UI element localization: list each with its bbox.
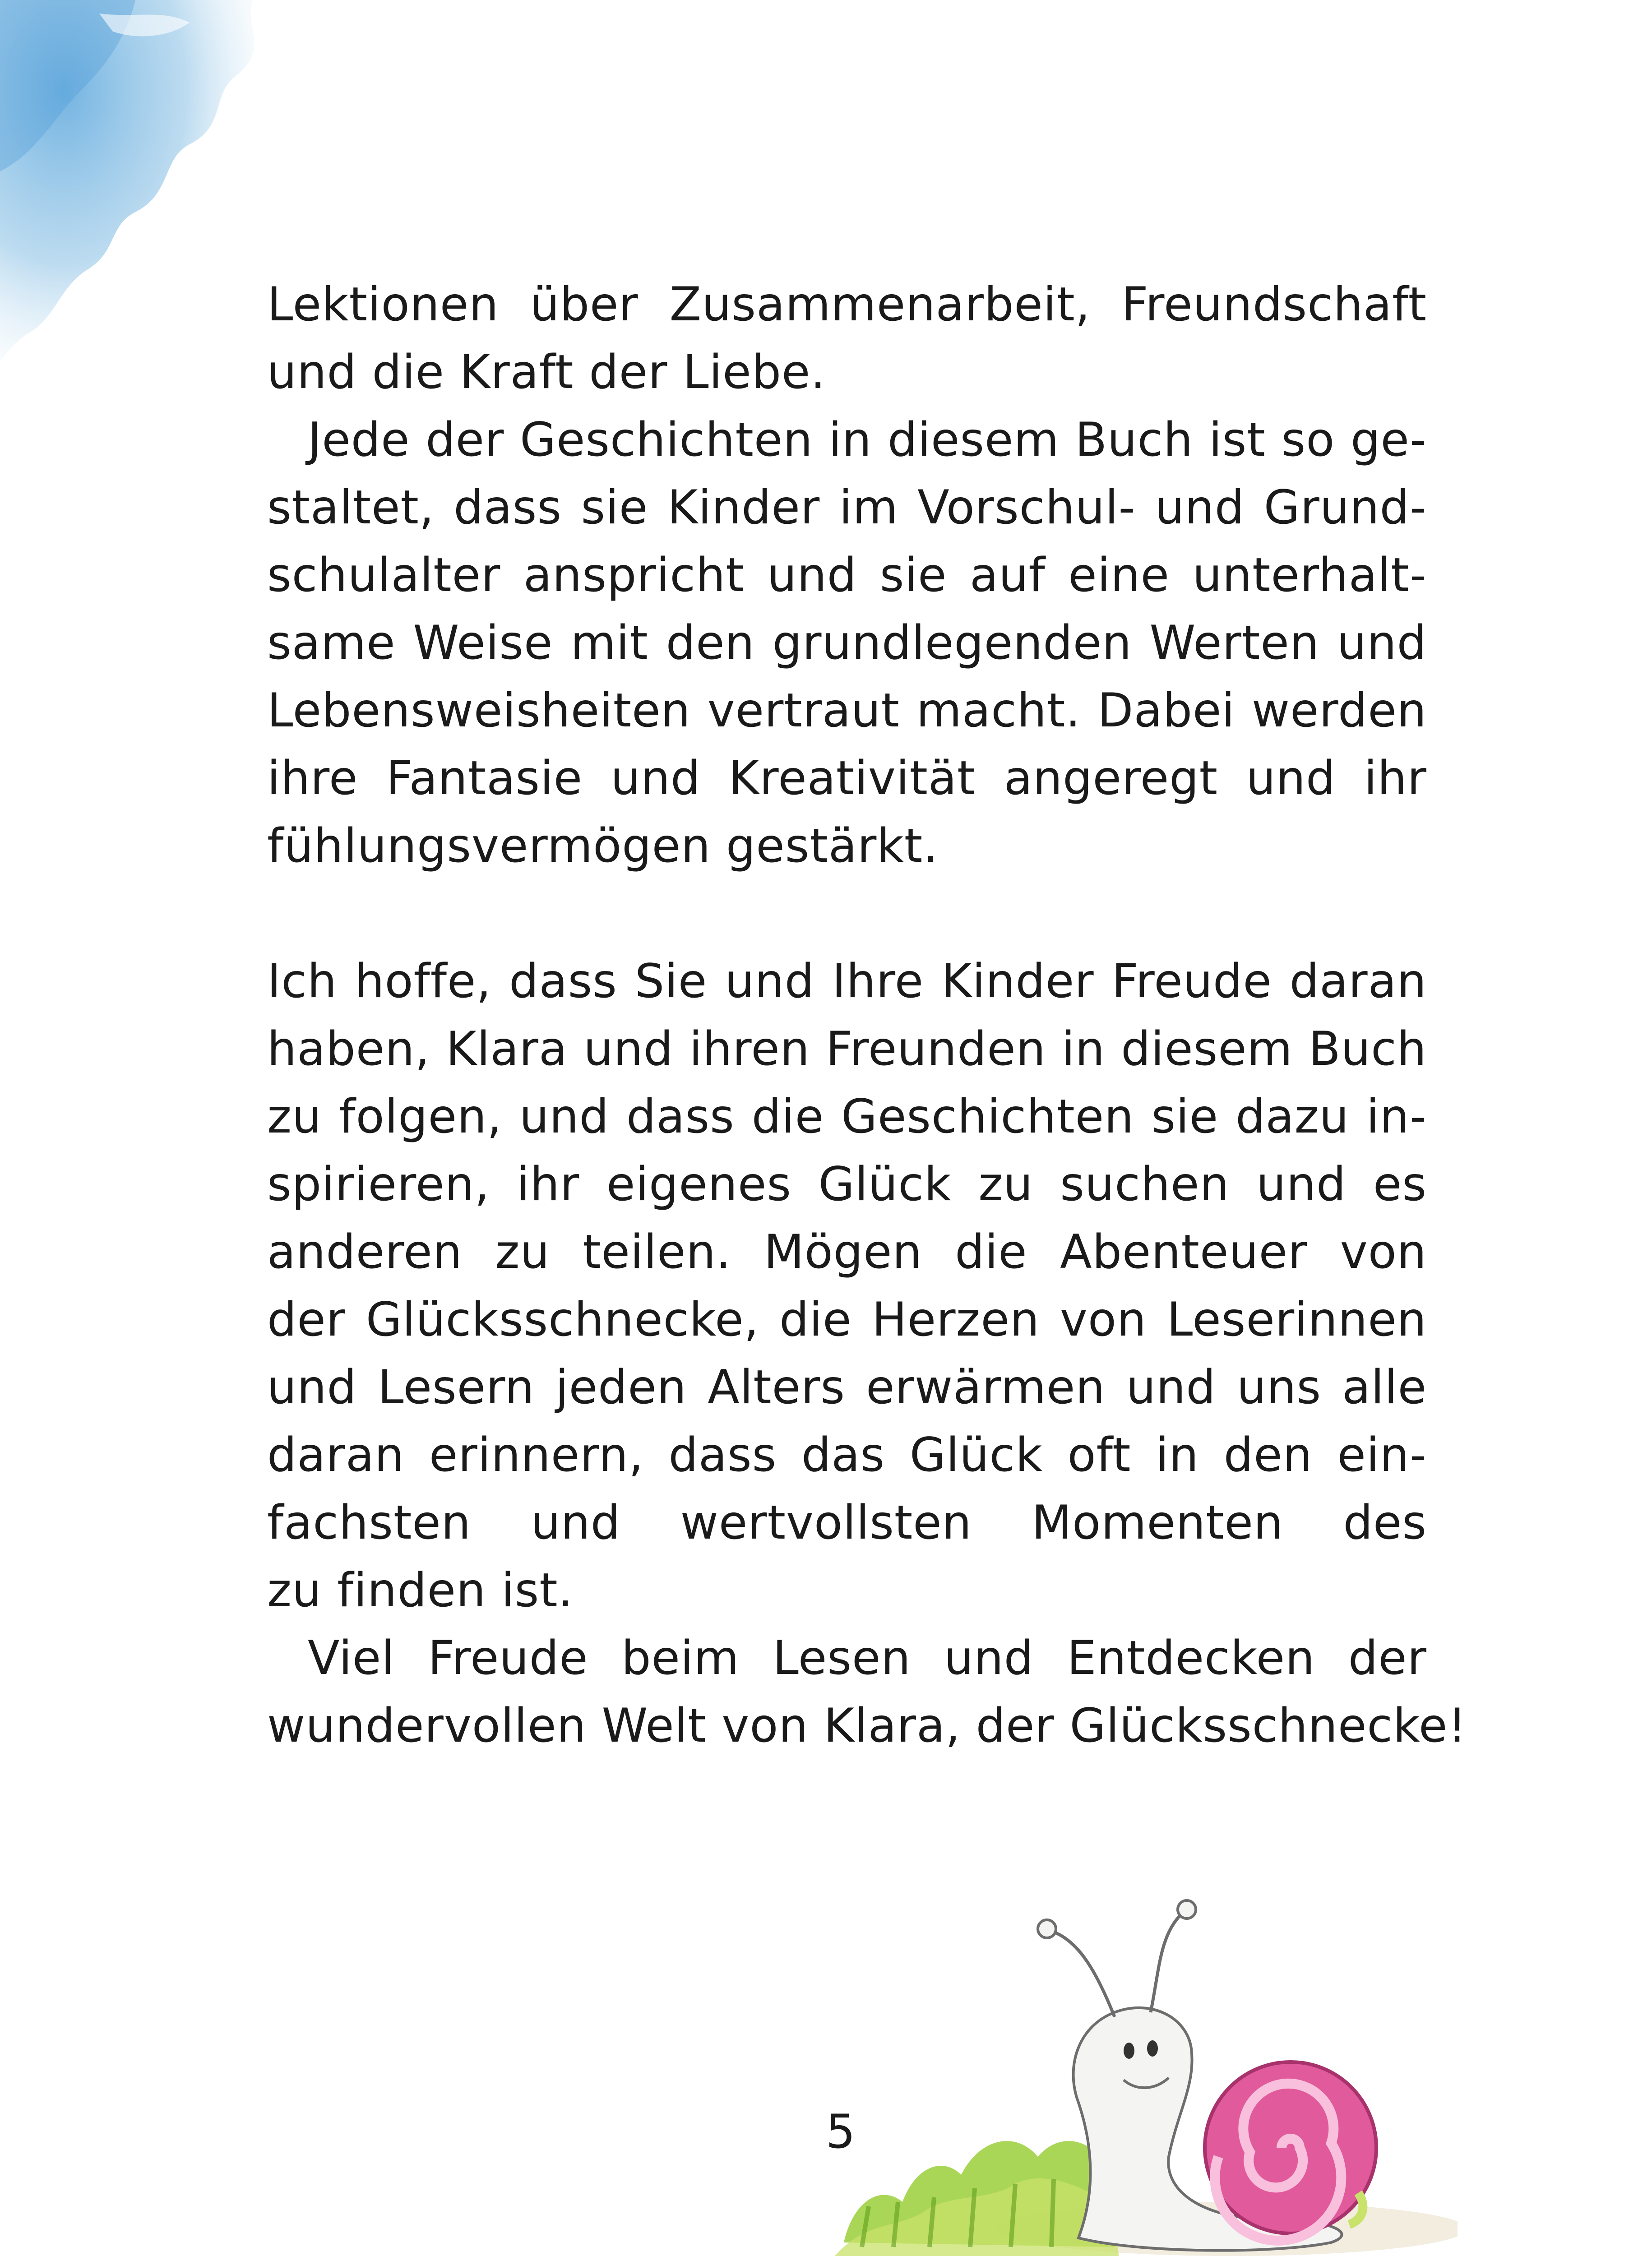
text-line: Lektionen über Zusammenarbeit, Freundschaft: [267, 277, 1427, 332]
paragraph-2: [267, 406, 1427, 880]
page-number: 5: [826, 2105, 856, 2159]
text-line: zu finden ist.: [267, 1563, 574, 1618]
text-line: zu folgen, und dass die Geschichten sie dazu in-: [267, 1090, 1427, 1144]
paragraph-1: [267, 271, 1427, 406]
watercolor-splash-icon: [0, 0, 280, 370]
paragraph-gap: [267, 880, 1427, 948]
text-line: Lebensweisheiten vertraut macht. Dabei werden: [267, 684, 1427, 738]
text-line: spirieren, ihr eigenes Glück zu suchen und es: [267, 1157, 1427, 1211]
body-text: [267, 271, 1467, 1760]
paragraph-3: [267, 948, 1427, 1624]
text-line: Jede der Geschichten in diesem Buch ist so ge-: [308, 413, 1427, 467]
text-line: fachsten und wertvollsten Momenten des: [267, 1496, 1427, 1550]
text-line: anderen zu teilen. Mögen die Abenteuer von: [267, 1225, 1427, 1279]
text-line: same Weise mit den grundlegenden Werten und: [267, 616, 1427, 670]
snail-illustration-icon: [826, 1814, 1458, 2256]
text-line: ihre Fantasie und Kreativität angeregt und ihr: [267, 751, 1427, 805]
text-line: staltet, dass sie Kinder im Vorschul- und Grund-: [267, 481, 1427, 535]
text-line: und Lesern jeden Alters erwärmen und uns alle: [267, 1360, 1427, 1415]
text-line: der Glücksschnecke, die Herzen von Leserinnen: [267, 1293, 1427, 1347]
text-line: Ich hoffe, dass Sie und Ihre Kinder Freude daran: [267, 954, 1427, 1008]
text-line: haben, Klara und ihren Freunden in diesem Buch: [267, 1022, 1427, 1076]
text-line: schulalter anspricht und sie auf eine unterhalt-: [267, 548, 1427, 602]
paragraph-4: [267, 1624, 1467, 1760]
text-line: fühlungsvermögen gestärkt.: [267, 819, 939, 873]
text-line: wundervollen Welt von Klara, der Glücksschnecke!: [267, 1699, 1467, 1753]
text-line: Viel Freude beim Lesen und Entdecken der: [308, 1631, 1427, 1685]
text-line: und die Kraft der Liebe.: [267, 345, 826, 399]
text-line: daran erinnern, dass das Glück oft in den ein-: [267, 1428, 1427, 1482]
